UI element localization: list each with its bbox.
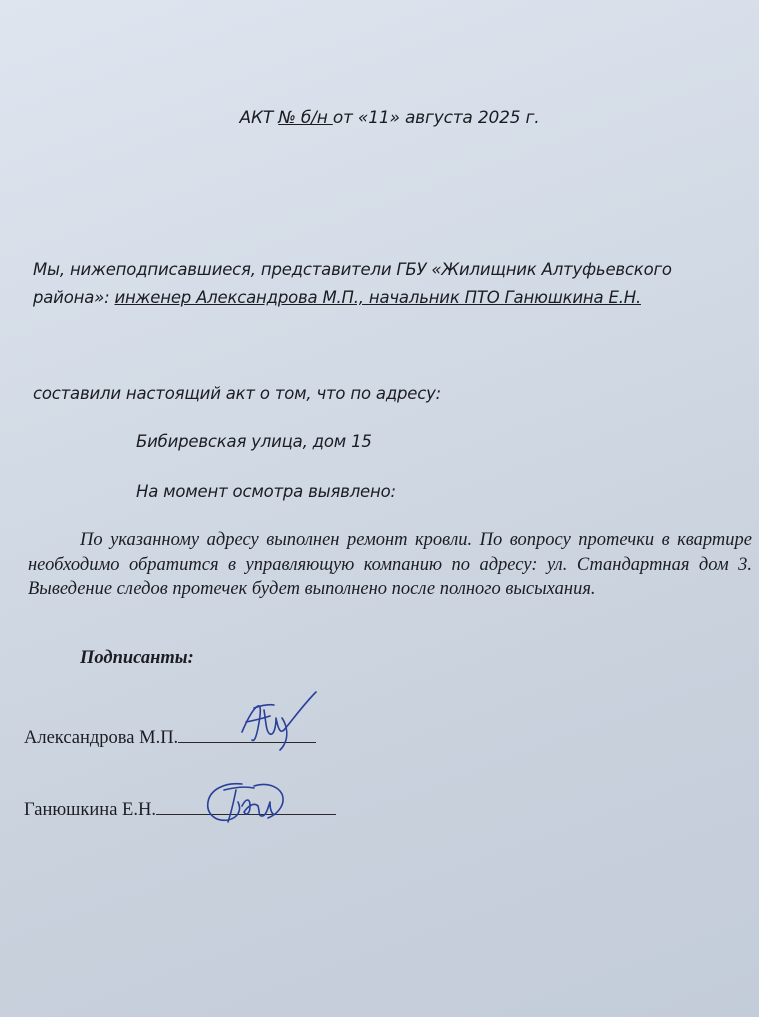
intro-line-2-prefix: района»: <box>33 288 115 307</box>
title-prefix: АКТ <box>239 108 279 128</box>
signer-name: Ганюшкина Е.Н. <box>24 800 156 820</box>
document-title <box>0 108 759 128</box>
signer-row <box>24 800 336 821</box>
intro-line-2 <box>33 288 641 307</box>
signature-line <box>156 813 336 815</box>
findings-body: По указанному адресу выполнен ремонт кровли. По вопросу протечки в квартире необходимо обратится в управляющую компанию по адресу: ул. Стандартная дом 3. Выведение следов протечек будет выполнено после полного высыхания. <box>28 530 752 599</box>
signature-line <box>178 741 316 743</box>
inspection-address: Бибиревская улица, дом 15 <box>136 432 372 451</box>
title-date: от «11» августа 2025 г. <box>332 108 540 128</box>
findings-label: На момент осмотра выявлено: <box>136 482 396 501</box>
signer-name: Александрова М.П. <box>24 728 179 748</box>
intro-line-1: Мы, нижеподписавшиеся, представители ГБУ «Жилищник Алтуфьевского <box>33 260 672 279</box>
representatives: инженер Александрова М.П., начальник ПТО Ганюшкина Е.Н. <box>114 288 641 307</box>
compiled-statement: составили настоящий акт о том, что по адресу: <box>33 384 442 403</box>
signer-row <box>24 728 316 749</box>
signers-label: Подписанты: <box>80 648 194 668</box>
title-number: № б/н <box>278 108 333 128</box>
